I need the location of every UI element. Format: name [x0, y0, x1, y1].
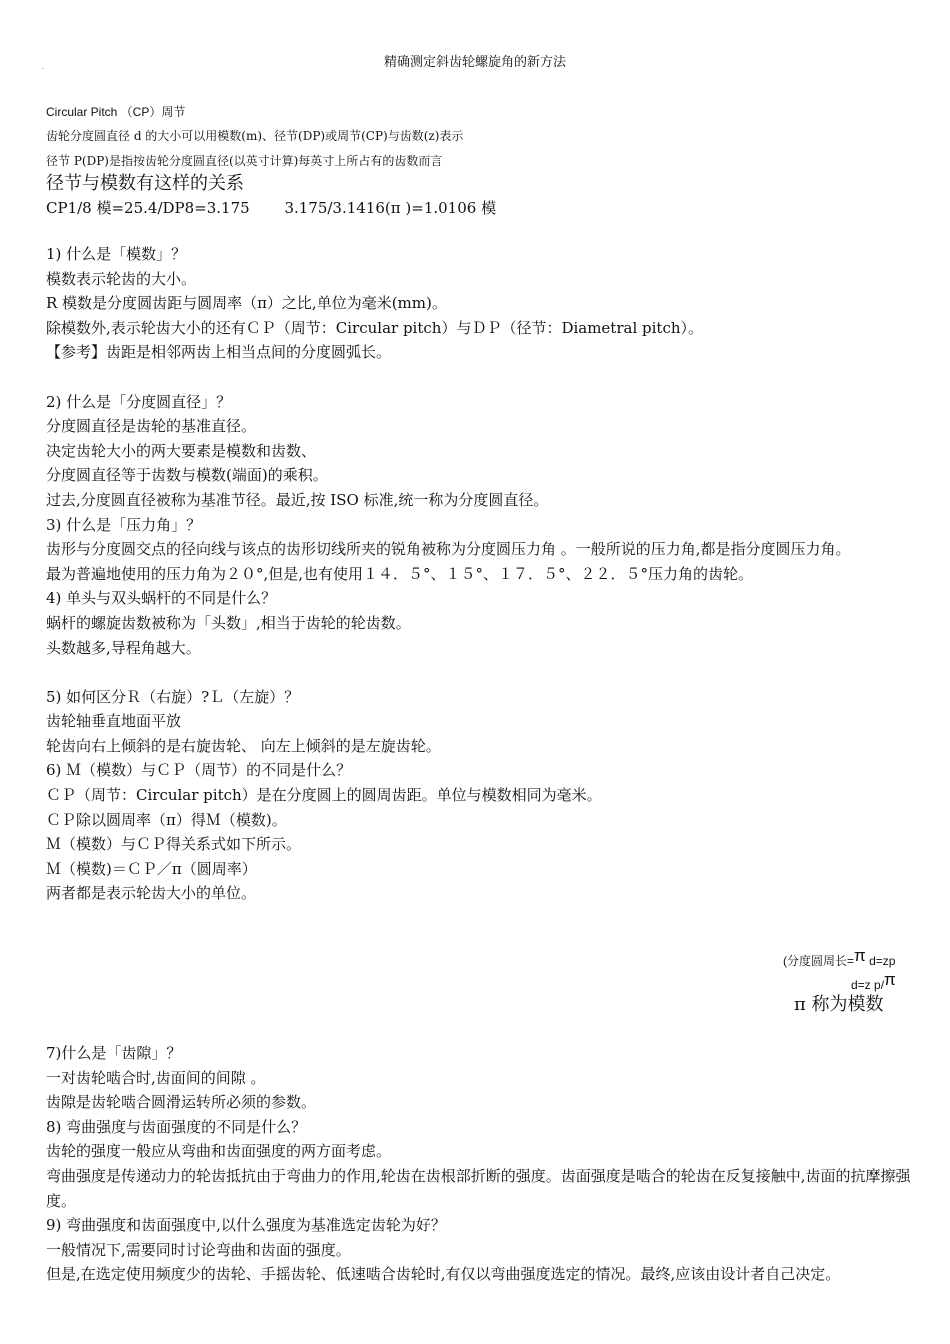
text-line: 【参考】齿距是相邻两齿上相当点间的分度圆弧长。 [46, 343, 392, 362]
formula-module-caption: π 称为模数 [794, 994, 884, 1015]
text-line: 除模数外,表示轮齿大小的还有ＣＰ（周节：Circular pitch）与ＤＰ（径节：Diametral pitch）。 [46, 318, 704, 337]
pi-symbol: π [854, 946, 866, 965]
text-line: 两者都是表示轮齿大小的单位。 [46, 884, 257, 903]
text-line: 2) 什么是「分度圆直径」？ [46, 392, 232, 411]
document-body-lower [46, 1041, 916, 1287]
text-line: ＣＰ（周节：Circular pitch）是在分度圆上的圆周齿距。单位与模数相同为毫米。 [46, 786, 602, 805]
text-line: 3) 什么是「压力角」？ [46, 515, 202, 534]
text-line: 1) 什么是「模数」？ [46, 245, 187, 263]
pressure-angle-paragraph: 齿形与分度圆交点的径向线与该点的齿形切线所夹的锐角被称为分度圆压力角 。一般所说的压力角,都是指分度圆压力角。 [46, 540, 851, 559]
scan-dot: . [42, 64, 44, 71]
text-line: 4) 单头与双头蜗杆的不同是什么？ [46, 589, 277, 608]
formula-text: d=zp [865, 954, 896, 968]
text-line: 齿轮轴垂直地面平放 [46, 712, 182, 731]
text-line: 一般情况下,需要同时讨论弯曲和齿面的强度。 [46, 1240, 351, 1259]
pi-symbol: π [884, 970, 896, 989]
relation-formula: CP1/8 模=25.4/DP8=3.175 3.175/3.1416(π )=1.0106 模 [46, 199, 497, 217]
text-line: 蜗杆的螺旋齿数被称为「头数」,相当于齿轮的轮齿数。 [46, 613, 411, 632]
text-line: ＣＰ除以圆周率（π）得Ｍ（模数)。 [46, 810, 287, 829]
text-line: 5) 如何区分Ｒ（右旋）?Ｌ（左旋）？ [46, 687, 300, 706]
page-title: 精确测定斜齿轮螺旋角的新方法 [383, 55, 566, 70]
cp-definition: Circular Pitch （CP）周节 [46, 105, 186, 119]
intro-line-2: 径节 P(DP)是指按齿轮分度圆直径(以英寸计算)每英寸上所占有的齿数而言 [46, 154, 443, 168]
blank-line [46, 365, 916, 390]
text-line: 分度圆直径等于齿数与模数(端面)的乘积。 [46, 466, 328, 485]
section-a [46, 242, 916, 537]
formula-text: (分度圆周长= [783, 954, 855, 968]
formula-diameter [851, 970, 896, 992]
text-line: R 模数是分度圆齿距与圆周率（π）之比,单位为毫米(mm)。 [46, 294, 447, 313]
text-line: 最为普遍地使用的压力角为２０°,但是,也有使用１４．５°、１５°、１７．５°、２２．５°压力角的齿轮。 [46, 564, 754, 583]
text-line: 9) 弯曲强度和齿面强度中,以什么强度为基准选定齿轮为好？ [46, 1216, 446, 1235]
text-line: Ｍ（模数)＝ＣＰ／π（圆周率） [46, 859, 257, 878]
text-line: 过去,分度圆直径被称为基准节径。最近,按 ISO 标准,统一称为分度圆直径。 [46, 490, 549, 509]
intro-line-1: 齿轮分度圆直径 d 的大小可以用模数(m)、径节(DP)或周节(CP)与齿数(z)表示 [46, 129, 464, 143]
text-line: 齿隙是齿轮啮合圆滑运转所必须的参数。 [46, 1093, 317, 1112]
formula-circumference [783, 946, 895, 969]
text-line: 头数越多,导程角越大。 [46, 638, 201, 657]
text-line: Ｍ（模数）与ＣＰ得关系式如下所示。 [46, 835, 302, 854]
text-line: 但是,在选定使用频度少的齿轮、手摇齿轮、低速啮合齿轮时,有仅以弯曲强度选定的情况。最终,应该由设计者自己决定。 [46, 1265, 841, 1284]
section-b [46, 562, 916, 906]
text-line: 分度圆直径是齿轮的基准直径。 [46, 417, 257, 436]
relation-heading: 径节与模数有这样的关系 [46, 173, 244, 194]
text-line: 6) Ｍ（模数）与ＣＰ（周节）的不同是什么？ [46, 761, 352, 780]
text-line: 7)什么是「齿隙」？ [46, 1044, 182, 1062]
text-line: 模数表示轮齿的大小。 [46, 269, 197, 288]
text-line: 轮齿向右上倾斜的是右旋齿轮、 向左上倾斜的是左旋齿轮。 [46, 736, 441, 755]
formula-text: d=z p/ [851, 978, 885, 992]
text-line: 决定齿轮大小的两大要素是模数和齿数、 [46, 441, 317, 460]
text-line: 一对齿轮啮合时,齿面间的间隙 。 [46, 1068, 266, 1087]
text-line: 8) 弯曲强度与齿面强度的不同是什么？ [46, 1117, 307, 1136]
blank-line [46, 660, 916, 685]
bending-strength-paragraph: 弯曲强度是传递动力的轮齿抵抗由于弯曲力的作用,轮齿在齿根部折断的强度。齿面强度是啮合的轮齿在反复接触中,齿面的抗摩擦强度。 [46, 1166, 911, 1210]
document-body [46, 242, 916, 906]
text-line: 齿轮的强度一般应从弯曲和齿面强度的两方面考虑。 [46, 1142, 392, 1161]
